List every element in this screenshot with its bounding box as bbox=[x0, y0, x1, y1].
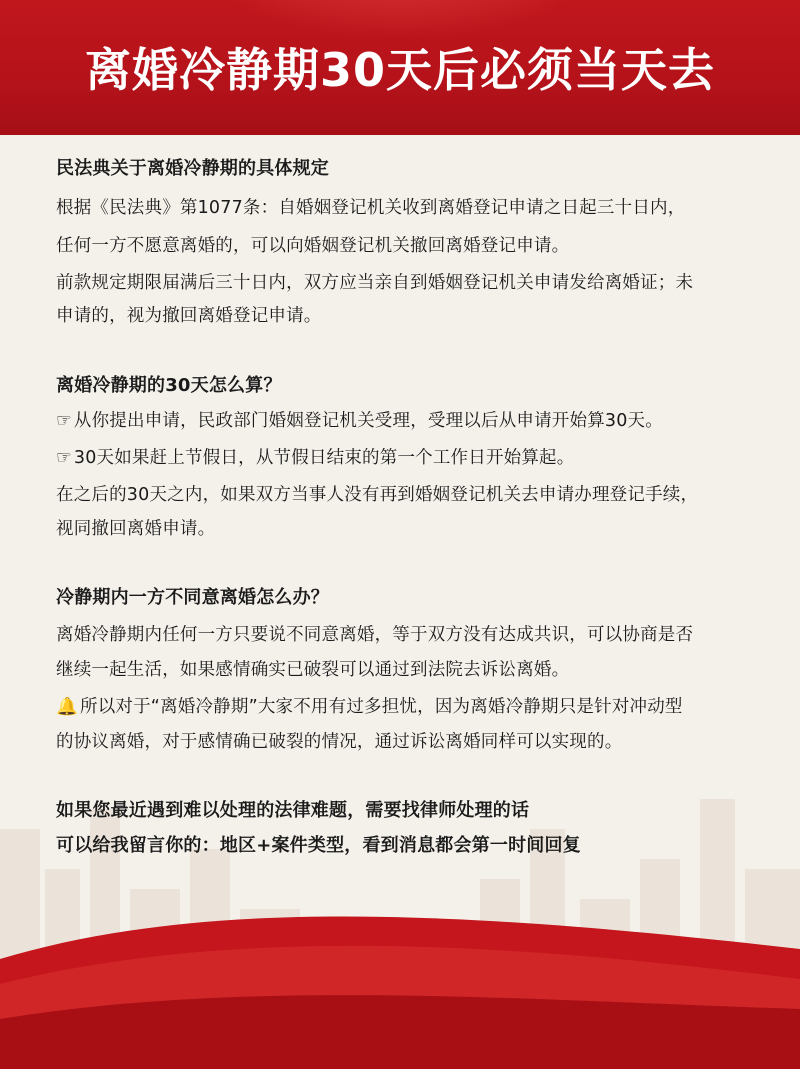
pointing-hand-icon: ☞ bbox=[56, 448, 72, 468]
section2-line: 在之后的30天之内，如果双方当事人没有再到婚姻登记机关去申请办理登记手续， bbox=[56, 485, 699, 505]
bell-icon: 🔔 bbox=[56, 697, 78, 717]
footer-line: 可以给我留言你的：地区+案件类型，看到消息都会第一时间回复 bbox=[56, 835, 581, 856]
section3-line: 继续一起生活，如果感情确实已破裂可以通过到法院去诉讼离婚。 bbox=[56, 660, 570, 680]
pointing-hand-icon: ☞ bbox=[56, 411, 72, 431]
section3-line bbox=[56, 693, 683, 718]
section3-heading: 冷静期内一方不同意离婚怎么办？ bbox=[56, 587, 329, 608]
section1-heading: 民法典关于离婚冷静期的具体规定 bbox=[56, 158, 329, 179]
section2-line bbox=[56, 407, 663, 432]
section2-heading: 离婚冷静期的30天怎么算？ bbox=[56, 375, 282, 396]
section1-line: 申请的，视为撤回离婚登记申请。 bbox=[56, 306, 322, 326]
section3-line: 离婚冷静期内任何一方只要说不同意离婚，等于双方没有达成共识，可以协商是否 bbox=[56, 625, 694, 645]
section2-line-text: 30天如果赶上节假日，从节假日结束的第一个工作日开始算起。 bbox=[73, 448, 575, 468]
section1-line: 任何一方不愿意离婚的，可以向婚姻登记机关撤回离婚登记申请。 bbox=[56, 236, 570, 256]
header-banner bbox=[0, 0, 800, 135]
section2-line-text: 从你提出申请，民政部门婚姻登记机关受理，受理以后从申请开始算30天。 bbox=[73, 411, 663, 431]
page-title: 离婚冷静期30天后必须当天去 bbox=[84, 43, 715, 97]
footer-line: 如果您最近遇到难以处理的法律难题，需要找律师处理的话 bbox=[56, 800, 530, 821]
section1-line: 根据《民法典》第1077条：自婚姻登记机关收到离婚登记申请之日起三十日内， bbox=[56, 198, 686, 218]
section2-line bbox=[56, 444, 574, 469]
section2-line: 视同撤回离婚申请。 bbox=[56, 519, 216, 539]
section1-line: 前款规定期限届满后三十日内，双方应当亲自到婚姻登记机关申请发给离婚证；未 bbox=[56, 273, 694, 293]
red-wave-decoration bbox=[0, 889, 800, 1069]
section3-line: 的协议离婚，对于感情确已破裂的情况，通过诉讼离婚同样可以实现的。 bbox=[56, 732, 623, 752]
section3-line-text: 所以对于“离婚冷静期”大家不用有过多担忧，因为离婚冷静期只是针对冲动型 bbox=[80, 697, 683, 717]
